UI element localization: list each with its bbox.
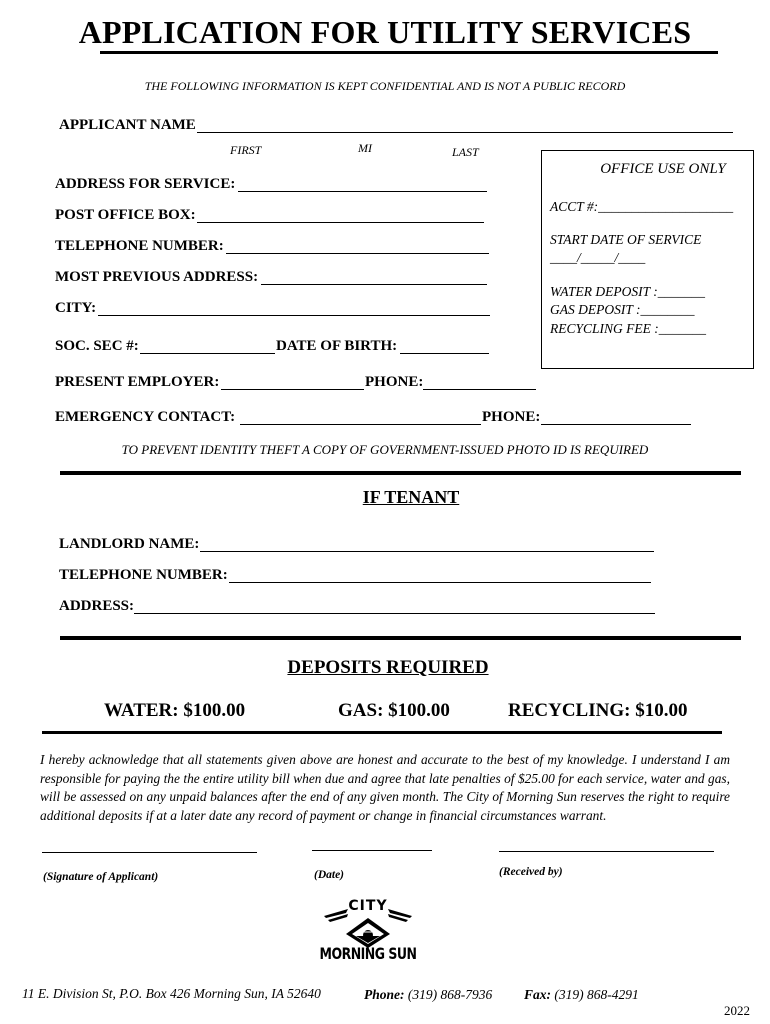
city-field[interactable] — [98, 315, 490, 316]
middle-initial-caption: MI — [358, 141, 372, 155]
acknowledgement-text: I hereby acknowledge that all statements given above are honest and accurate to the best of my knowledge. I understand I am responsible for paying the the entire utility bill when due and agree that late penalties of $25.00 for each service, water and gas, will be assessed on any unpaid balances after the end of any given month. The City of Morning Sun reserves the right to require additional deposits if at a later date any record of payment or change in financial circumstances warrant. — [40, 752, 730, 823]
ssn-label: SOC. SEC #: — [55, 338, 139, 354]
telephone-field[interactable] — [226, 253, 489, 254]
logo-city-text: CITY — [348, 898, 388, 914]
received-by-field[interactable] — [499, 851, 714, 852]
emergency-phone-label: PHONE: — [482, 409, 541, 425]
po-box-label: POST OFFICE BOX: — [55, 207, 196, 223]
dob-field[interactable] — [400, 353, 489, 354]
footer-fax-label: Fax: — [524, 987, 551, 1002]
applicant-signature-label: (Signature of Applicant) — [43, 871, 159, 883]
date-label: (Date) — [314, 869, 345, 881]
dob-label: DATE OF BIRTH: — [276, 338, 398, 354]
landlord-telephone-field[interactable] — [229, 582, 651, 583]
form-title: APPLICATION FOR UTILITY SERVICES — [78, 14, 692, 50]
footer-address: 11 E. Division St, P.O. Box 426 Morning Sun, IA 52640 — [22, 986, 321, 1001]
employer-field[interactable] — [221, 389, 364, 390]
recycling-fee-amount: RECYCLING: $10.00 — [508, 700, 688, 721]
date-field[interactable] — [312, 850, 432, 851]
footer-phone — [364, 987, 492, 1003]
footer-fax-number: (319) 868-4291 — [554, 987, 639, 1002]
gas-deposit-amount: GAS: $100.00 — [338, 700, 450, 721]
applicant-signature-field[interactable] — [42, 852, 257, 853]
office-use-heading: OFFICE USE ONLY — [600, 161, 726, 177]
applicant-name-label: APPLICANT NAME — [59, 117, 196, 133]
landlord-name-label: LANDLORD NAME: — [59, 536, 200, 552]
section-divider — [42, 731, 722, 734]
form-year: 2022 — [724, 1003, 750, 1018]
tenant-heading: IF TENANT — [362, 487, 460, 507]
start-date-label: START DATE OF SERVICE — [550, 232, 702, 247]
previous-address-field[interactable] — [261, 284, 487, 285]
landlord-telephone-label: TELEPHONE NUMBER: — [59, 567, 228, 583]
ssn-field[interactable] — [140, 353, 275, 354]
landlord-address-field[interactable] — [134, 613, 655, 614]
account-number-field[interactable]: ACCT #:____________________ — [550, 199, 734, 214]
telephone-label: TELEPHONE NUMBER: — [55, 238, 224, 254]
city-logo — [318, 896, 418, 968]
emergency-phone-field[interactable] — [541, 424, 691, 425]
emergency-contact-label: EMERGENCY CONTACT: — [55, 409, 236, 425]
confidential-note: THE FOLLOWING INFORMATION IS KEPT CONFIDENTIAL AND IS NOT A PUBLIC RECORD — [144, 79, 626, 93]
logo-morning-sun-text: MORNING SUN — [319, 944, 417, 963]
water-deposit-amount: WATER: $100.00 — [104, 700, 246, 721]
recycling-fee-field[interactable]: RECYCLING FEE :_______ — [550, 321, 707, 336]
employer-phone-label: PHONE: — [365, 374, 424, 390]
city-label: CITY: — [55, 300, 97, 316]
applicant-name-field[interactable] — [197, 132, 733, 133]
employer-phone-field[interactable] — [423, 389, 536, 390]
start-date-field[interactable]: ____/_____/____ — [550, 250, 646, 265]
footer-phone-number: (319) 868-7936 — [407, 987, 493, 1002]
footer-phone-label: Phone: — [364, 987, 405, 1002]
section-divider — [60, 636, 741, 640]
first-name-caption: FIRST — [230, 143, 262, 157]
employer-label: PRESENT EMPLOYER: — [55, 374, 220, 390]
service-address-label: ADDRESS FOR SERVICE: — [55, 176, 236, 192]
photo-id-notice: TO PREVENT IDENTITY THEFT A COPY OF GOVERNMENT-ISSUED PHOTO ID IS REQUIRED — [121, 442, 649, 457]
section-divider — [60, 471, 741, 475]
deposits-heading: DEPOSITS REQUIRED — [287, 657, 489, 678]
title-underline — [100, 51, 718, 54]
landlord-address-label: ADDRESS: — [59, 598, 135, 614]
last-name-caption: LAST — [452, 145, 479, 159]
emergency-contact-field[interactable] — [240, 424, 481, 425]
previous-address-label: MOST PREVIOUS ADDRESS: — [55, 269, 259, 285]
water-deposit-field[interactable]: WATER DEPOSIT :_______ — [550, 284, 706, 299]
po-box-field[interactable] — [197, 222, 484, 223]
received-by-label: (Received by) — [499, 866, 563, 878]
gas-deposit-field[interactable]: GAS DEPOSIT :________ — [550, 302, 695, 317]
footer-fax — [524, 987, 639, 1003]
service-address-field[interactable] — [238, 191, 487, 192]
landlord-name-field[interactable] — [200, 551, 654, 552]
